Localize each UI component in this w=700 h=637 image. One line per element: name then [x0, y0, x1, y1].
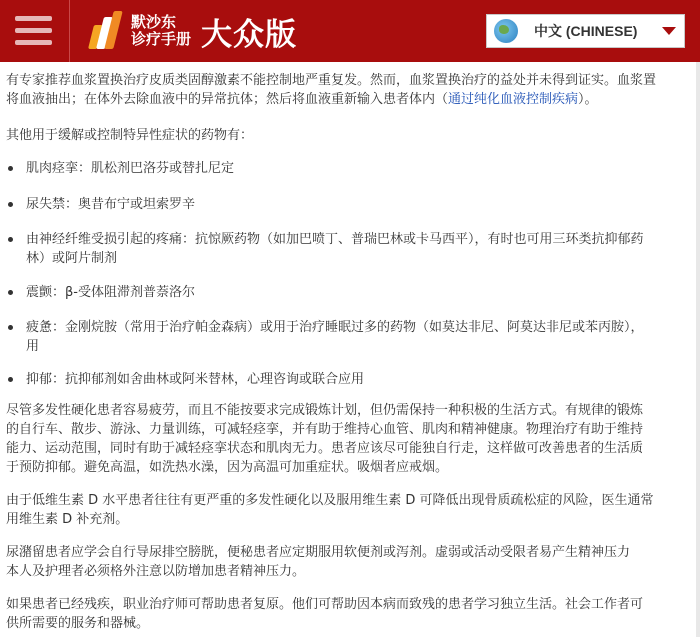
language-selector[interactable] [486, 14, 685, 48]
text-line: 于预防抑郁。避免高温，如洗热水澡，因为高温可加重症状。吸烟者应戒烟。 [6, 460, 449, 475]
bullet-icon [8, 166, 13, 171]
language-label: 中文 (CHINESE) [534, 23, 638, 39]
drugs-intro-text [6, 126, 700, 145]
text-line: 其他用于缓解或控制特异性症状的药物有： [6, 128, 254, 143]
logo-brand-text [131, 14, 191, 48]
chevron-down-icon [654, 15, 684, 47]
text-segment: 将血液抽出；在体外去除血液中的异常抗体；然后将血液重新输入患者体内（ [6, 92, 449, 107]
text-line: 如果患者已经残疾，职业治疗师可帮助患者复原。他们可帮助因本病而致残的患者学习独立生活。社会工作者可 [6, 597, 644, 612]
menu-bar-icon [15, 40, 52, 45]
menu-bar-icon [15, 16, 52, 21]
text-line: 能力、运动范围，同时有助于减轻痉挛状态和肌肉无力。患者应该尽可能独自行走，这样做可改善患者的生活质 [6, 441, 644, 456]
logo-edition-text: 大众版 [201, 16, 298, 53]
bullet-icon [8, 377, 13, 382]
bullet-icon [8, 202, 13, 207]
intro-paragraph [6, 71, 700, 109]
text-line: 本人及护理者必须格外注意以防增加患者精神压力。 [6, 564, 306, 579]
article-content [6, 62, 700, 637]
disability-paragraph [6, 595, 700, 633]
exercise-paragraph [6, 401, 700, 477]
text-line: 供所需要的服务和器械。 [6, 616, 150, 631]
site-header [0, 0, 700, 62]
list-item-text: 林）或阿片制剂 [26, 251, 118, 266]
bullet-icon [8, 325, 13, 330]
bladder-paragraph [6, 543, 700, 581]
text-line: 有专家推荐血浆置换治疗皮质类固醇激素不能控制地严重复发。然而，血浆置换治疗的益处并未得到证实。血浆置 [6, 73, 657, 88]
text-line: 用维生素 D 补充剂。 [6, 512, 129, 527]
hamburger-menu-button[interactable] [0, 0, 70, 62]
globe-icon [494, 19, 518, 43]
bullet-icon [8, 290, 13, 295]
msd-logo-icon [89, 11, 125, 51]
site-logo[interactable] [89, 7, 297, 55]
text-line: 尿潴留患者应学会自行导尿排空膀胱，便秘患者应定期服用软便剂或泻剂。虚弱或活动受限者易产生精神压力 [6, 545, 631, 560]
list-item-text: 尿失禁：奥昔布宁或坦索罗辛 [26, 197, 196, 212]
menu-bar-icon [15, 28, 52, 33]
list-item-text: 疲惫：金刚烷胺（常用于治疗帕金森病）或用于治疗睡眠过多的药物（如莫达非尼、阿莫达非尼或苯丙胺）， [26, 320, 644, 335]
list-item-text: 震颤：β-受体阻滞剂普萘洛尔 [26, 285, 195, 300]
text-line: 由于低维生素 D 水平患者往往有更严重的多发性硬化以及服用维生素 D 可降低出现骨质疏松症的风险，医生通常 [6, 493, 654, 508]
bullet-icon [8, 237, 13, 242]
text-segment: ）。 [578, 92, 598, 107]
list-item-text: 由神经纤维受损引起的疼痛：抗惊厥药物（如加巴喷丁、普瑞巴林或卡马西平），有时也可用三环类抗抑郁药 [26, 232, 644, 247]
list-item-text: 抑郁：抗抑郁剂如舍曲林或阿米替林，心理咨询或联合应用 [26, 372, 365, 387]
text-line [6, 90, 700, 109]
purify-blood-link[interactable]: 通过纯化血液控制疾病 [448, 92, 579, 107]
logo-brand-line2: 诊疗手册 [131, 30, 192, 48]
logo-brand-line1: 默沙东 [131, 13, 177, 31]
scrollbar[interactable] [696, 62, 700, 637]
list-item-text: 用 [26, 339, 40, 354]
vitamin-d-paragraph [6, 491, 700, 529]
text-line: 的自行车、散步、游泳、力量训练，可减轻痉挛，并有助于维持心血管、肌肉和精神健康。物理治疗有助于维持 [6, 422, 644, 437]
text-line: 尽管多发性硬化患者容易疲劳，而且不能按要求完成锻炼计划，但仍需保持一种积极的生活方式。有规律的锻炼 [6, 403, 644, 418]
list-item-text: 肌肉痉挛：肌松剂巴洛芬或替扎尼定 [26, 161, 235, 176]
